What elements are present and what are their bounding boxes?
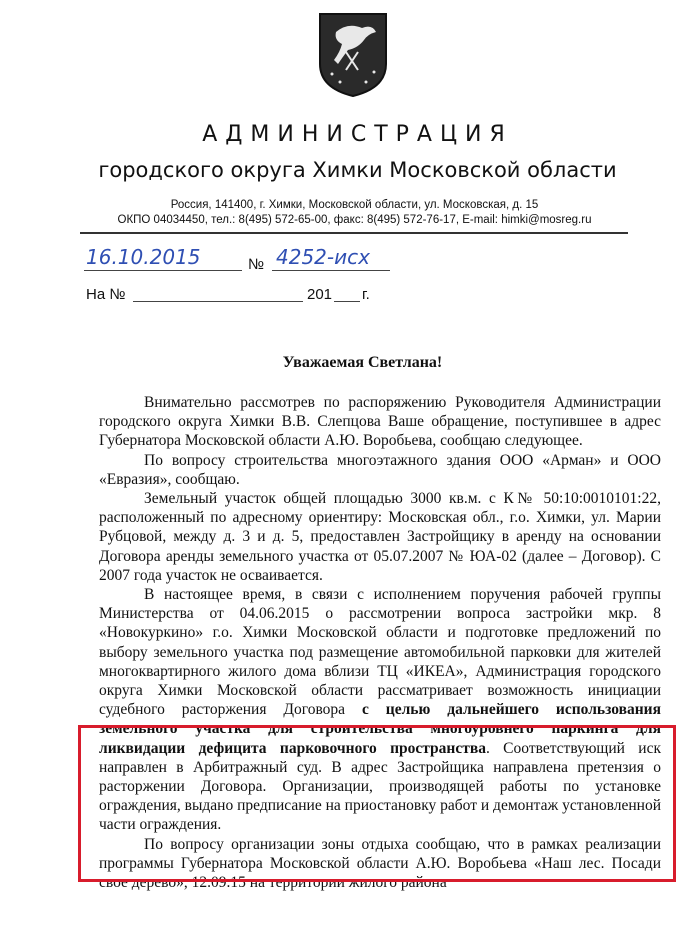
handwritten-number: 4252-исх [276,245,370,269]
address-line: Россия, 141400, г. Химки, Московской области, ул. Московская, д. 15 [170,199,539,211]
letter-greeting: Уважаемая Светлана! [282,354,443,371]
contacts-line: ОКПО 04034450, тел.: 8(495) 572-65-00, факс: 8(495) 572-76-17, E-mail: himki@mosreg.ru [117,214,592,226]
paragraph-text: В настоящее время, в связи с исполнением поручения рабочей группы Министерства от 04.06.2015 о рассмотрении вопроса застройки мкр. 8 «Новокуркино» г.о. Химки Московской области и подготовке предложений по выбору земельного участка под размещение автомобильной парковки для жителей многоквартирного жилого дома вблизи ТЦ «ИКЕА», Администрация городского округа Химки Московской области рассматривает возможность инициации судебного расторжения Договора [99,586,661,719]
organization-subtitle: городского округа Химки Московской области [98,158,617,182]
reply-to-label: На № [86,286,126,303]
paragraph-text: . Соответствующий иск направлен в Арбитражный суд. В адрес Застройщика направлена претензия о расторжении Договора. Организации, производящей работы по установке ограждения, выдано предписание на приостановку работ и демонтаж установленной части ограждения. [99,739,661,834]
paragraph: Внимательно рассмотрев по распоряжению Руководителя Администрации городского округа Химки В.В. Слепцова Ваше обращение, поступившее в адрес Губернатора Московской области А.Ю. Воробьева, сообщаю следующее. [99,394,661,450]
reply-year-suffix: г. [362,286,370,303]
reply-year-line [334,301,360,302]
header-divider [80,232,628,234]
number-underline [272,270,390,271]
paragraph: По вопросу организации зоны отдыха сообщаю, что в рамках реализации программы Губернатора Московской области А.Ю. Воробьева «Наш лес. Посади свое дерево», 12.09.15 на территории жилого района [99,835,661,892]
highlight-box [78,725,676,882]
reply-year: 201 [307,286,333,303]
number-sign: № [248,256,265,273]
coat-of-arms-emblem [318,12,388,98]
handwritten-date: 16.10.2015 [86,245,201,269]
paragraph: По вопросу строительства многоэтажного здания ООО «Арман» и ООО «Евразия», сообщаю. [99,451,661,488]
emphasized-text: с целью дальнейшего использования земельного участка для строительства многоуровнего паркинга для ликвидации дефицита парковочного пространства [99,701,661,757]
date-underline [84,270,242,271]
reply-number-line [133,301,303,302]
organization-title: АДМИНИСТРАЦИЯ [202,122,513,147]
paragraph: Земельный участок общей площадью 3000 кв.м. с К№ 50:10:0010101:22, расположенный по адресному ориентиру: Московская обл., г.о. Химки, ул. Марии Рубцовой, между д. 3 и д. 5, предоставлен Застройщику в аренду на основании Договора аренды земельного участка от 05.07.2007 № ЮА-02 (далее – Договор). С 2007 года участок не осваивается. [99,490,661,584]
